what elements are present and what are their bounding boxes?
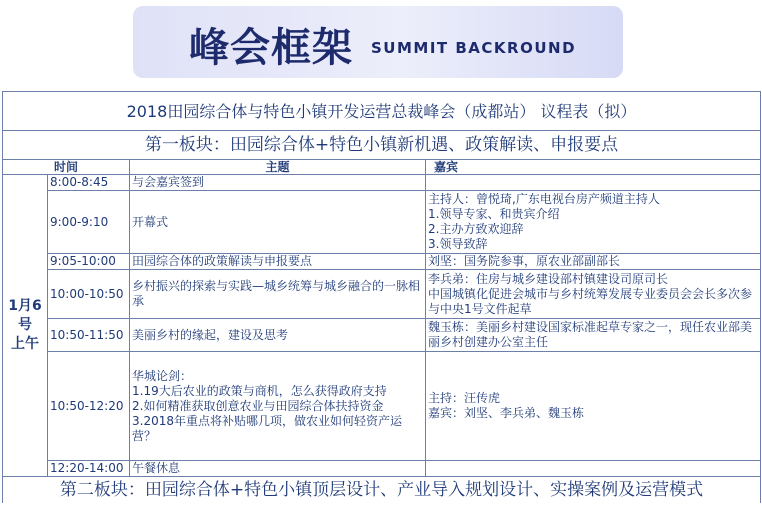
- topic-cell: 午餐休息: [130, 461, 426, 477]
- guest-cell: [426, 191, 761, 254]
- guest-cell: [426, 352, 761, 461]
- agenda-table: [2, 91, 761, 503]
- topic-cell: 美丽乡村的缘起，建设及思考: [130, 319, 426, 352]
- agenda-row: [3, 175, 761, 191]
- header-row: [3, 160, 761, 175]
- guest-cell: [426, 461, 761, 477]
- time-cell: 10:50-12:20: [48, 352, 130, 461]
- topic-line: 1.19大后农业的政策与商机，怎么获得政府支持: [132, 383, 387, 398]
- guest-cell: 刘坚：国务院参事，原农业部副部长: [426, 254, 761, 270]
- topic-cell: 开幕式: [130, 191, 426, 254]
- date-day: 1月6号: [8, 298, 42, 333]
- topic-cell: 乡村振兴的探索与实践—城乡统筹与城乡融合的一脉相承: [130, 270, 426, 319]
- topic-line: 2.如何精准获取创意农业与田园综合体扶持资金: [132, 398, 384, 413]
- guest-line: 2.主办方致欢迎辞: [428, 222, 524, 236]
- summit-banner: [133, 6, 623, 78]
- topic-cell: [130, 352, 426, 461]
- agenda-row: [3, 461, 761, 477]
- topic-cell: 与会嘉宾签到: [130, 175, 426, 191]
- guest-line: 李兵弟：住房与城乡建设部村镇建设司原司长: [428, 271, 669, 286]
- guest-line: 中国城镇化促进会城市与乡村统筹发展专业委员会会长多次参与中央1号文件起草: [428, 286, 753, 316]
- topic-line: 3.2018年重点将补贴哪几项，做农业如何轻资产运营？: [132, 413, 402, 443]
- agenda-row: [3, 270, 761, 319]
- section1-row: [3, 131, 761, 160]
- section2-row: [3, 477, 761, 504]
- time-cell: 9:00-9:10: [48, 191, 130, 254]
- col-header-time: 时间: [3, 160, 130, 175]
- time-cell: 9:05-10:00: [48, 254, 130, 270]
- section1-heading: 第一板块：田园综合体+特色小镇新机遇、政策解读、申报要点: [3, 131, 761, 160]
- section2-heading: 第二板块：田园综合体+特色小镇顶层设计、产业导入规划设计、实操案例及运营模式: [3, 477, 761, 504]
- banner-en-title: SUMMIT BACKROUND: [371, 39, 577, 57]
- guest-cell: 魏玉栋：美丽乡村建设国家标准起草专家之一，现任农业部美丽乡村创建办公室主任: [426, 319, 761, 352]
- col-header-guest: 嘉宾: [426, 160, 761, 175]
- agenda-row: [3, 319, 761, 352]
- time-cell: 10:50-11:50: [48, 319, 130, 352]
- agenda-title-row: [3, 92, 761, 131]
- date-period: 上午: [11, 336, 39, 352]
- col-header-topic: 主题: [130, 160, 426, 175]
- guest-line: 嘉宾：刘坚、李兵弟、魏玉栋: [428, 406, 585, 420]
- guest-cell: [426, 270, 761, 319]
- agenda-title: 2018田园综合体与特色小镇开发运营总裁峰会（成都站） 议程表（拟）: [3, 92, 761, 131]
- topic-cell: 田园综合体的政策解读与申报要点: [130, 254, 426, 270]
- guest-line: 1.领导专家、和贵宾介绍: [428, 207, 560, 221]
- time-cell: 10:00-10:50: [48, 270, 130, 319]
- topic-line: 华城论剑：: [132, 368, 193, 383]
- guest-line: 主持人：曾悦琦,广东电视台房产频道主持人: [428, 192, 660, 206]
- date-cell: [3, 175, 48, 477]
- agenda-row: [3, 254, 761, 270]
- time-cell: 8:00-8:45: [48, 175, 130, 191]
- time-cell: 12:20-14:00: [48, 461, 130, 477]
- agenda-row: [3, 352, 761, 461]
- guest-line: 主持：汪传虎: [428, 391, 501, 405]
- banner-cn-title: 峰会框架: [189, 25, 353, 71]
- guest-cell: [426, 175, 761, 191]
- agenda-row: [3, 191, 761, 254]
- guest-line: 3.领导致辞: [428, 237, 488, 251]
